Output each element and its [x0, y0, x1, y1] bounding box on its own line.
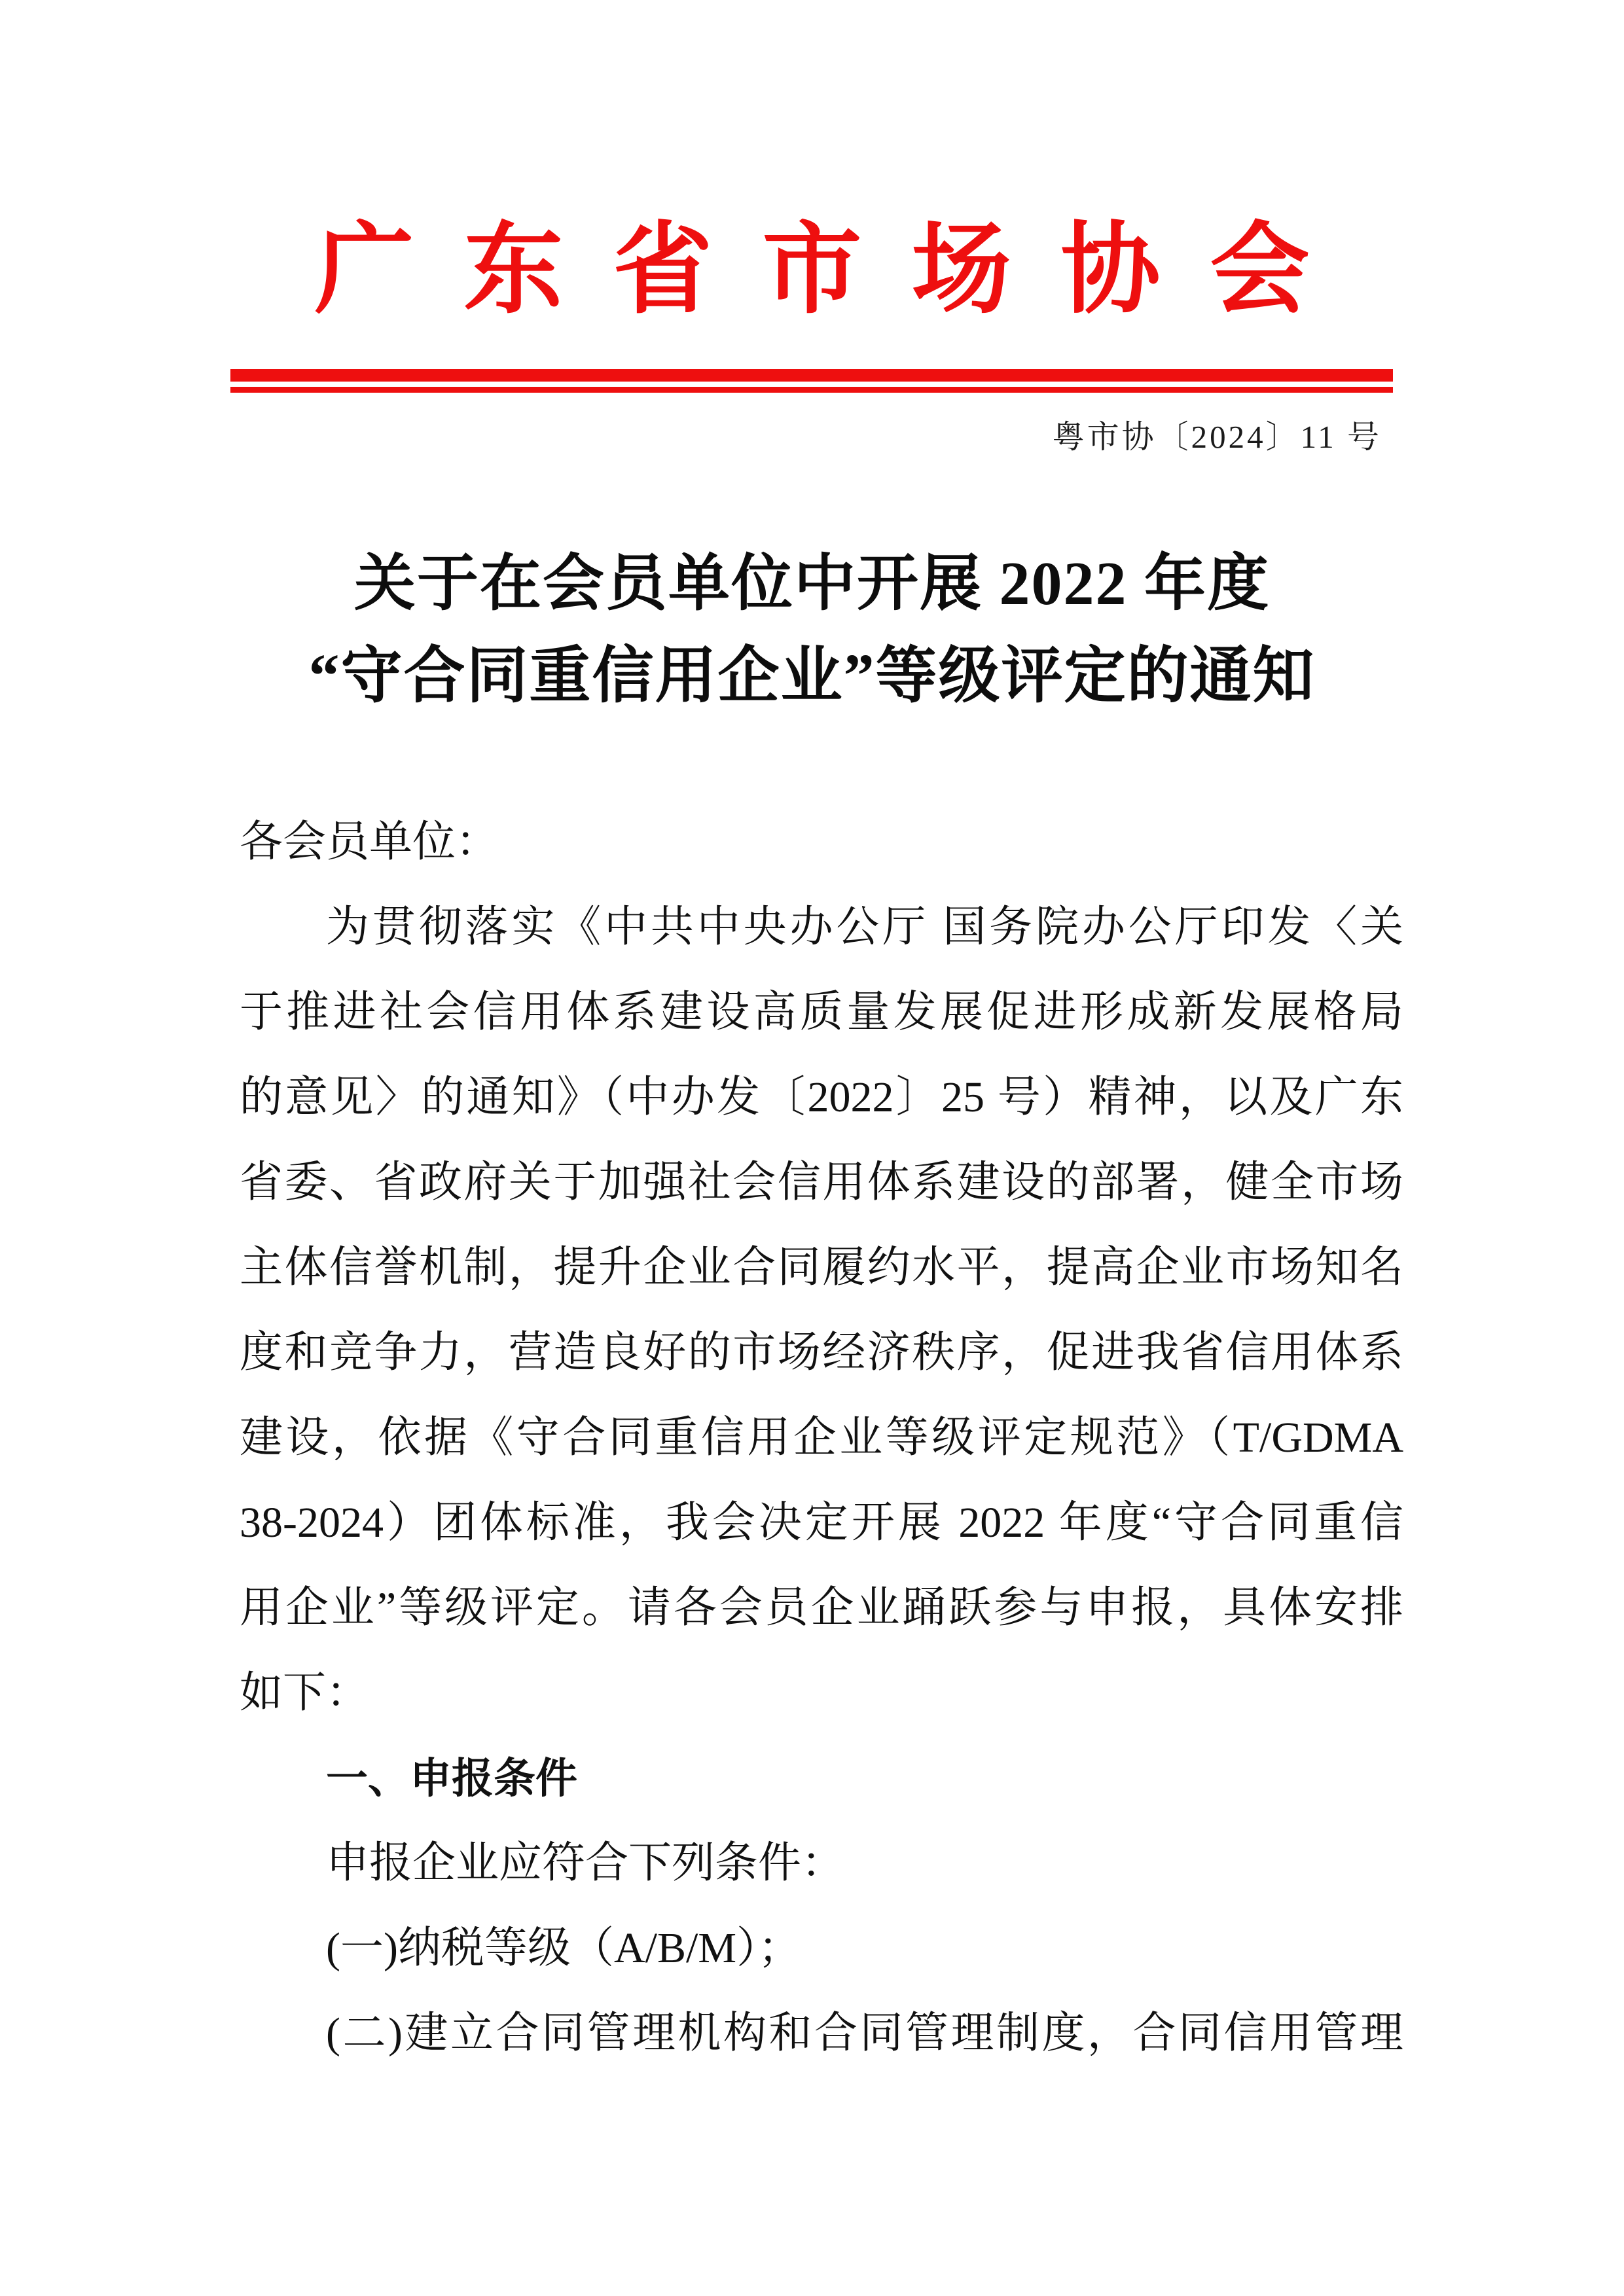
document-body [240, 800, 1403, 2076]
condition-item-1: (一)纳税等级（A/B/M）； [326, 1924, 801, 1972]
body-line: 38-2024）团体标准，我会决定开展 2022 年度“守合同重信 [240, 1499, 1403, 1547]
body-line: 主体信誉机制，提升企业合同履约水平，提高企业市场知名 [240, 1244, 1403, 1291]
body-line: 省委、省政府关于加强社会信用体系建设的部署，健全市场 [240, 1158, 1403, 1206]
body-line: 用企业”等级评定。请各会员企业踊跃参与申报，具体安排 [240, 1584, 1403, 1632]
body-line: 申报企业应符合下列条件： [326, 1839, 844, 1887]
red-separator-thick [230, 369, 1393, 382]
body-line: 的意见〉的通知》（中办发〔2022〕25 号）精神，以及广东 [240, 1073, 1403, 1121]
salutation: 各会员单位： [240, 818, 499, 866]
body-line: 建设，依据《守合同重信用企业等级评定规范》（T/GDMA [240, 1414, 1403, 1462]
document-title [0, 538, 1624, 723]
condition-item-2: (二)建立合同管理机构和合同管理制度，合同信用管理 [326, 2009, 1403, 2057]
document-title-line2: “守合同重信用企业”等级评定的通知 [308, 642, 1316, 710]
body-line: 度和竞争力，营造良好的市场经济秩序，促进我省信用体系 [240, 1329, 1403, 1376]
body-line: 如下： [240, 1669, 369, 1717]
document-title-line1: 关于在会员单位中开展 2022 年度 [353, 550, 1270, 618]
body-line: 于推进社会信用体系建设高质量发展促进形成新发展格局 [240, 988, 1403, 1036]
body-line: 为贯彻落实《中共中央办公厅 国务院办公厅印发〈关 [326, 903, 1403, 951]
document-number: 粤市协〔2024〕11 号 [1052, 419, 1382, 455]
red-separator-thin [230, 387, 1393, 393]
issuing-org-title: 广东省市场协会 [314, 215, 1360, 325]
section-heading: 一、申报条件 [326, 1755, 577, 1802]
